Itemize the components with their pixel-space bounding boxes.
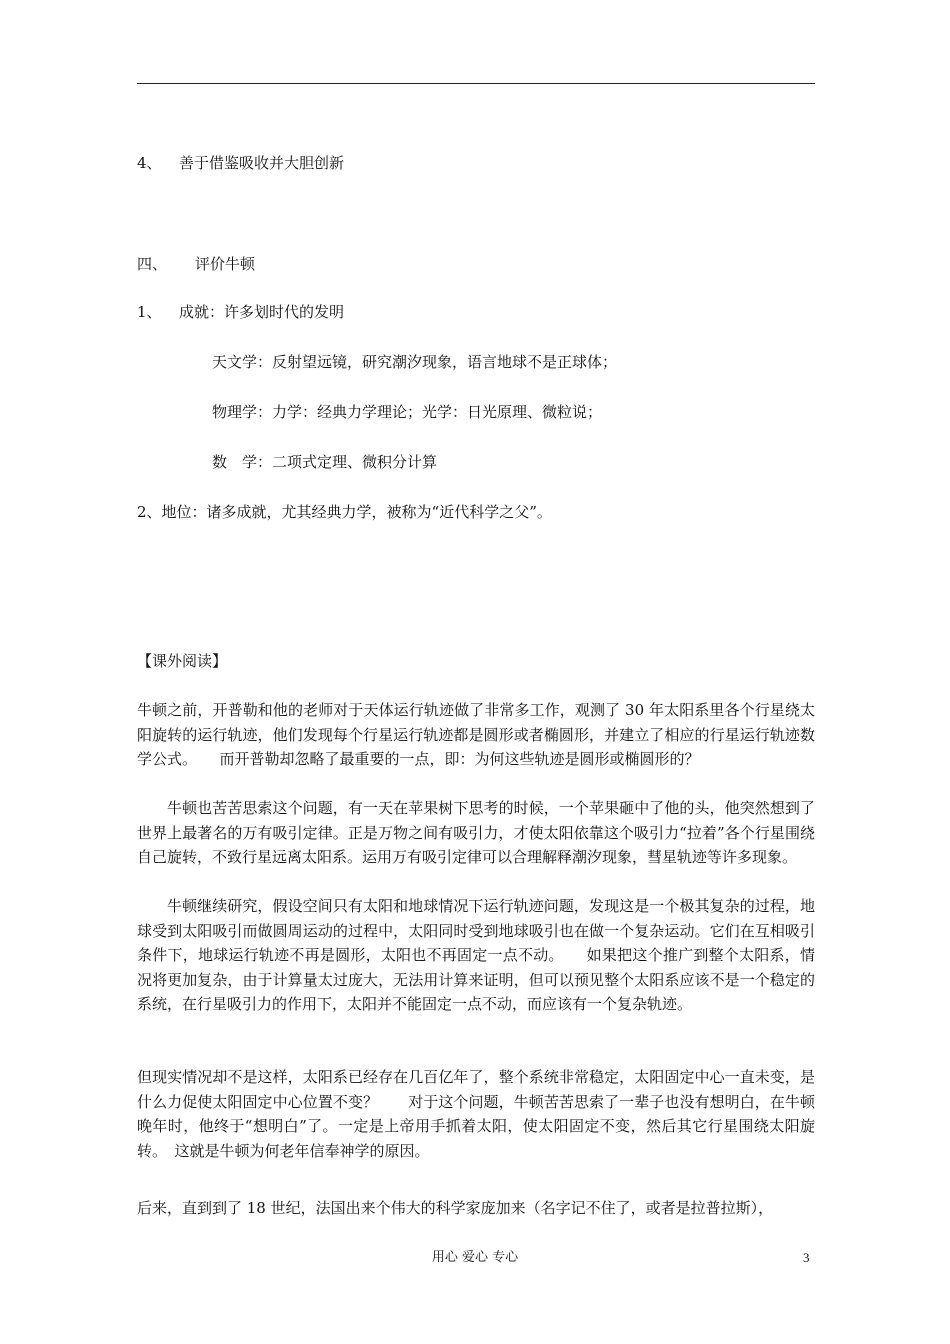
reading-title: 【课外阅读】 [137, 652, 228, 670]
item-1-number: 1、 [137, 303, 162, 321]
reading-paragraph-2: 牛顿也苦苦思索这个问题，有一天在苹果树下思考的时候，一个苹果砸中了他的头，他突然想到了世界上最著名的万有吸引定律。正是万物之间有吸引力，才使太阳依靠这个吸引力“拉着”各个行星围绕自己旋转，不致行星远离太阳系。运用万有吸引定律可以合理解释潮汐现象，彗星轨迹等许多现象。 [137, 799, 815, 866]
part-4-text: 评价牛顿 [195, 255, 256, 273]
part-4-number: 四、 [137, 255, 168, 273]
page-number: 3 [803, 1250, 810, 1265]
header-rule [137, 83, 815, 84]
section-4-text: 善于借鉴吸收并大胆创新 [179, 154, 345, 172]
reading-paragraph-4: 但现实情况却不是这样，太阳系已经存在几百亿年了，整个系统非常稳定，太阳固定中心一直未变，是什么力促使太阳固定中心位置不变？ 对于这个问题，牛顿苦苦思索了一辈子也没有想明白，在牛顿晚年时，他终于“想明白”了。一定是上帝用手抓着太阳，使太阳固定不变，然后其它行星围绕太阳旋转。 这就是牛顿为何老年信奉神学的原因。 [137, 1068, 815, 1160]
item-1-text: 成就：许多划时代的发明 [179, 303, 345, 321]
physics-line: 物理学：力学：经典力学理论；光学：日光原理、微粒说； [212, 403, 603, 421]
section-4-number: 4、 [137, 154, 162, 172]
astronomy-line: 天文学：反射望远镜，研究潮汐现象，语言地球不是正球体； [212, 353, 618, 371]
item-1-heading [137, 302, 344, 322]
footer-text: 用心 爱心 专心 [431, 1250, 519, 1265]
reading-paragraph-1: 牛顿之前，开普勒和他的老师对于天体运行轨迹做了非常多工作，观测了 30 年太阳系里各个行星绕太阳旋转的运行轨迹，他们发现每个行星运行轨迹都是圆形或者椭圆形，并建立了相应的行星运行轨迹数学公式。 而开普勒却忽略了最重要的一点，即：为何这些轨迹是圆形或椭圆形的？ [137, 701, 815, 768]
part-4-heading [137, 254, 255, 274]
reading-paragraph-5: 后来，直到到了 18 世纪，法国出来个伟大的科学家庞加来（名字记不住了，或者是拉普拉斯）， [137, 1199, 774, 1217]
item-2-line: 2、地位：诸多成就，尤其经典力学，被称为“近代科学之父”。 [137, 503, 552, 521]
section-4-heading [137, 153, 344, 173]
reading-paragraph-3: 牛顿继续研究，假设空间只有太阳和地球情况下运行轨迹问题，发现这是一个极其复杂的过程，地球受到太阳吸引而做圆周运动的过程中，太阳同时受到地球吸引也在做一个复杂运动。它们在互相吸引条件下，地球运行轨迹不再是圆形，太阳也不再固定一点不动。 如果把这个推广到整个太阳系，情况将更加复杂，由于计算量太过庞大，无法用计算来证明，但可以预见整个太阳系应该不是一个稳定的系统，在行星吸引力的作用下，太阳并不能固定一点不动，而应该有一个复杂轨迹。 [137, 897, 815, 1013]
math-line: 数 学：二项式定理、微积分计算 [212, 453, 438, 471]
